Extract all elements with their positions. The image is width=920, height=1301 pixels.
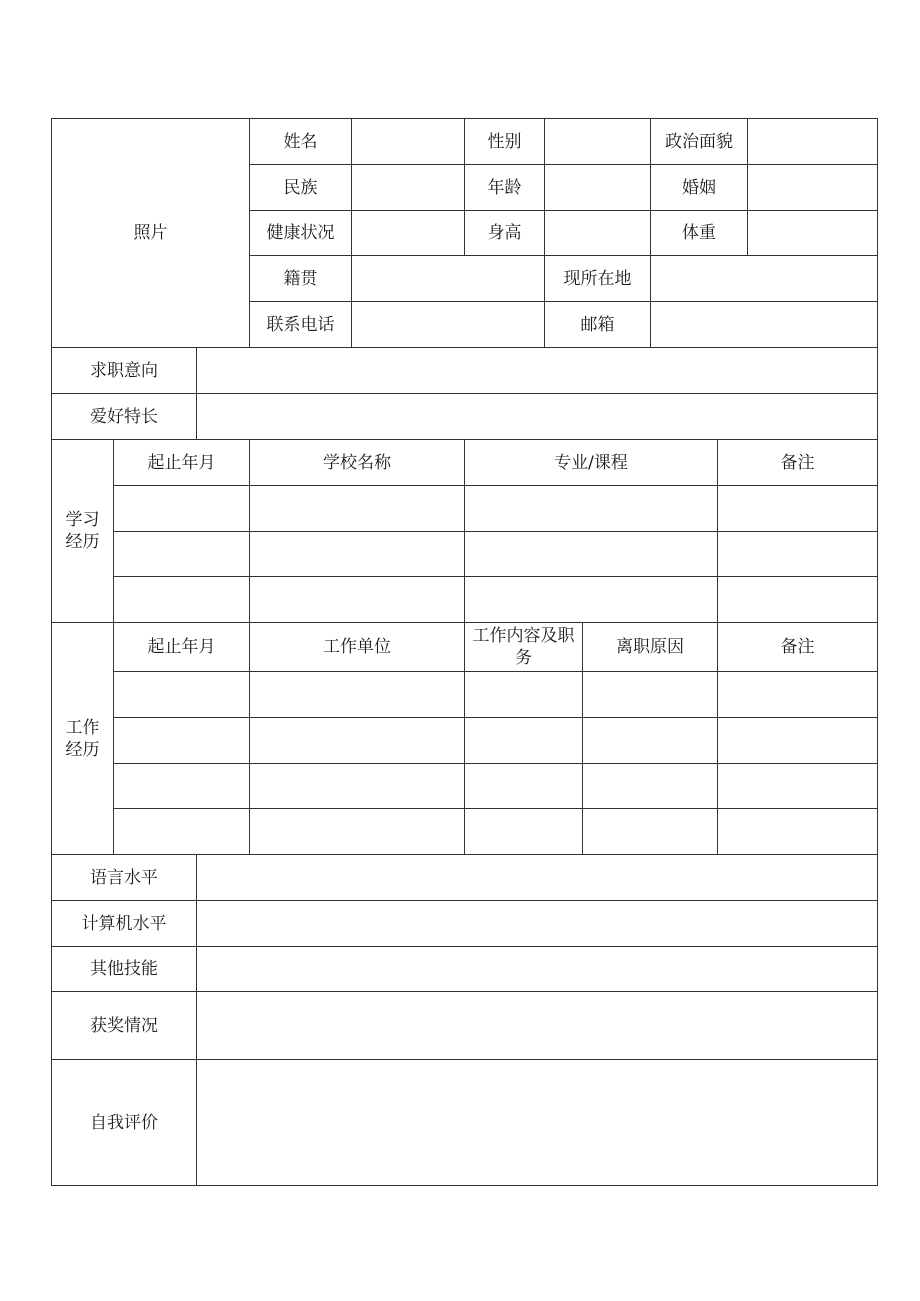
job-intention-field[interactable] (197, 348, 877, 394)
other-skills-label-cell (52, 947, 197, 992)
political-label: 政治面貌 (665, 131, 733, 152)
weight-field[interactable] (748, 211, 877, 256)
location-label: 现所在地 (563, 268, 632, 289)
email-field[interactable] (651, 302, 877, 348)
edu-header-school-label: 学校名称 (323, 452, 391, 473)
name-field[interactable] (352, 119, 465, 165)
edu-row-1-major[interactable] (465, 486, 718, 532)
political-field[interactable] (748, 119, 877, 165)
edu-row-2-major[interactable] (465, 532, 718, 577)
work-row-3-notes[interactable] (718, 764, 877, 809)
ethnicity-label-cell (250, 165, 352, 211)
self-eval-label: 自我评价 (90, 1112, 158, 1133)
edu-row-1-period[interactable] (114, 486, 250, 532)
computer-label: 计算机水平 (81, 913, 167, 934)
edu-header-school (250, 440, 465, 486)
gender-label: 性别 (487, 131, 522, 152)
edu-row-3-notes[interactable] (718, 577, 877, 623)
job-intention-label: 求职意向 (90, 360, 158, 381)
awards-label: 获奖情况 (90, 1015, 158, 1036)
age-field[interactable] (545, 165, 651, 211)
work-row-1-period[interactable] (114, 672, 250, 718)
name-label: 姓名 (283, 131, 318, 152)
health-label: 健康状况 (266, 223, 335, 243)
photo-label: 照片 (133, 223, 168, 243)
awards-field[interactable] (197, 992, 877, 1060)
work-row-2-notes[interactable] (718, 718, 877, 764)
marriage-label: 婚姻 (682, 177, 716, 198)
height-field[interactable] (545, 211, 651, 256)
education-section-label: 学习经历 (65, 510, 100, 552)
work-header-duties-label: 工作内容及职务 (472, 626, 575, 668)
phone-field[interactable] (352, 302, 545, 348)
language-label-cell (52, 855, 197, 901)
edu-row-1-school[interactable] (250, 486, 465, 532)
email-label-cell (545, 302, 651, 348)
height-label-cell (465, 211, 545, 256)
work-section-label: 工作经历 (65, 717, 100, 760)
edu-row-2-notes[interactable] (718, 532, 877, 577)
photo-cell (52, 119, 250, 348)
work-row-3-duties[interactable] (465, 764, 583, 809)
work-row-4-period[interactable] (114, 809, 250, 855)
work-header-notes (718, 623, 877, 672)
language-field[interactable] (197, 855, 877, 901)
work-row-4-duties[interactable] (465, 809, 583, 855)
work-row-2-duties[interactable] (465, 718, 583, 764)
language-label: 语言水平 (90, 867, 158, 888)
work-row-4-notes[interactable] (718, 809, 877, 855)
work-header-notes-label: 备注 (780, 637, 815, 657)
work-header-employer-label: 工作单位 (323, 637, 391, 657)
computer-label-cell (52, 901, 197, 947)
work-row-3-employer[interactable] (250, 764, 465, 809)
ethnicity-field[interactable] (352, 165, 465, 211)
origin-label-cell (250, 256, 352, 302)
work-header-duties (465, 623, 583, 672)
work-header-period (114, 623, 250, 672)
health-label-cell (250, 211, 352, 256)
gender-label-cell (465, 119, 545, 165)
hobbies-label-cell (52, 394, 197, 440)
political-label-cell (651, 119, 748, 165)
phone-label-cell (250, 302, 352, 348)
other-skills-field[interactable] (197, 947, 877, 992)
edu-row-1-notes[interactable] (718, 486, 877, 532)
height-label: 身高 (487, 223, 522, 243)
edu-row-3-school[interactable] (250, 577, 465, 623)
work-row-1-notes[interactable] (718, 672, 877, 718)
edu-header-major (465, 440, 718, 486)
hobbies-field[interactable] (197, 394, 877, 440)
work-section-label-cell (52, 623, 114, 855)
work-row-1-duties[interactable] (465, 672, 583, 718)
work-row-1-leave-reason[interactable] (583, 672, 718, 718)
work-row-3-leave-reason[interactable] (583, 764, 718, 809)
job-intention-label-cell (52, 348, 197, 394)
edu-header-period-label: 起止年月 (147, 452, 216, 473)
hobbies-label: 爱好特长 (90, 406, 158, 427)
weight-label-cell (651, 211, 748, 256)
origin-field[interactable] (352, 256, 545, 302)
work-row-2-employer[interactable] (250, 718, 465, 764)
weight-label: 体重 (682, 223, 716, 243)
location-label-cell (545, 256, 651, 302)
other-skills-label: 其他技能 (90, 959, 158, 979)
edu-header-major-label: 专业/课程 (554, 452, 628, 473)
education-section-label-cell (52, 440, 114, 623)
edu-header-period (114, 440, 250, 486)
email-label: 邮箱 (580, 314, 615, 335)
work-row-1-employer[interactable] (250, 672, 465, 718)
work-header-leave-reason (583, 623, 718, 672)
awards-label-cell (52, 992, 197, 1060)
self-eval-label-cell (52, 1060, 197, 1185)
work-row-3-period[interactable] (114, 764, 250, 809)
gender-field[interactable] (545, 119, 651, 165)
work-header-period-label: 起止年月 (147, 637, 216, 657)
edu-header-notes-label: 备注 (780, 452, 815, 473)
name-label-cell (250, 119, 352, 165)
health-field[interactable] (352, 211, 465, 256)
computer-field[interactable] (197, 901, 877, 947)
edu-row-2-school[interactable] (250, 532, 465, 577)
work-header-leave-reason-label: 离职原因 (616, 637, 684, 657)
work-row-4-leave-reason[interactable] (583, 809, 718, 855)
phone-label: 联系电话 (266, 314, 335, 335)
work-row-2-period[interactable] (114, 718, 250, 764)
edu-row-3-period[interactable] (114, 577, 250, 623)
work-header-employer (250, 623, 465, 672)
ethnicity-label: 民族 (283, 177, 318, 198)
resume-form-table (51, 118, 878, 1186)
edu-row-3-major[interactable] (465, 577, 718, 623)
location-field[interactable] (651, 256, 877, 302)
age-label: 年龄 (487, 177, 522, 198)
age-label-cell (465, 165, 545, 211)
marriage-label-cell (651, 165, 748, 211)
edu-row-2-period[interactable] (114, 532, 250, 577)
edu-header-notes (718, 440, 877, 486)
origin-label: 籍贯 (283, 268, 318, 289)
self-eval-field[interactable] (197, 1060, 877, 1185)
work-row-4-employer[interactable] (250, 809, 465, 855)
marriage-field[interactable] (748, 165, 877, 211)
work-row-2-leave-reason[interactable] (583, 718, 718, 764)
